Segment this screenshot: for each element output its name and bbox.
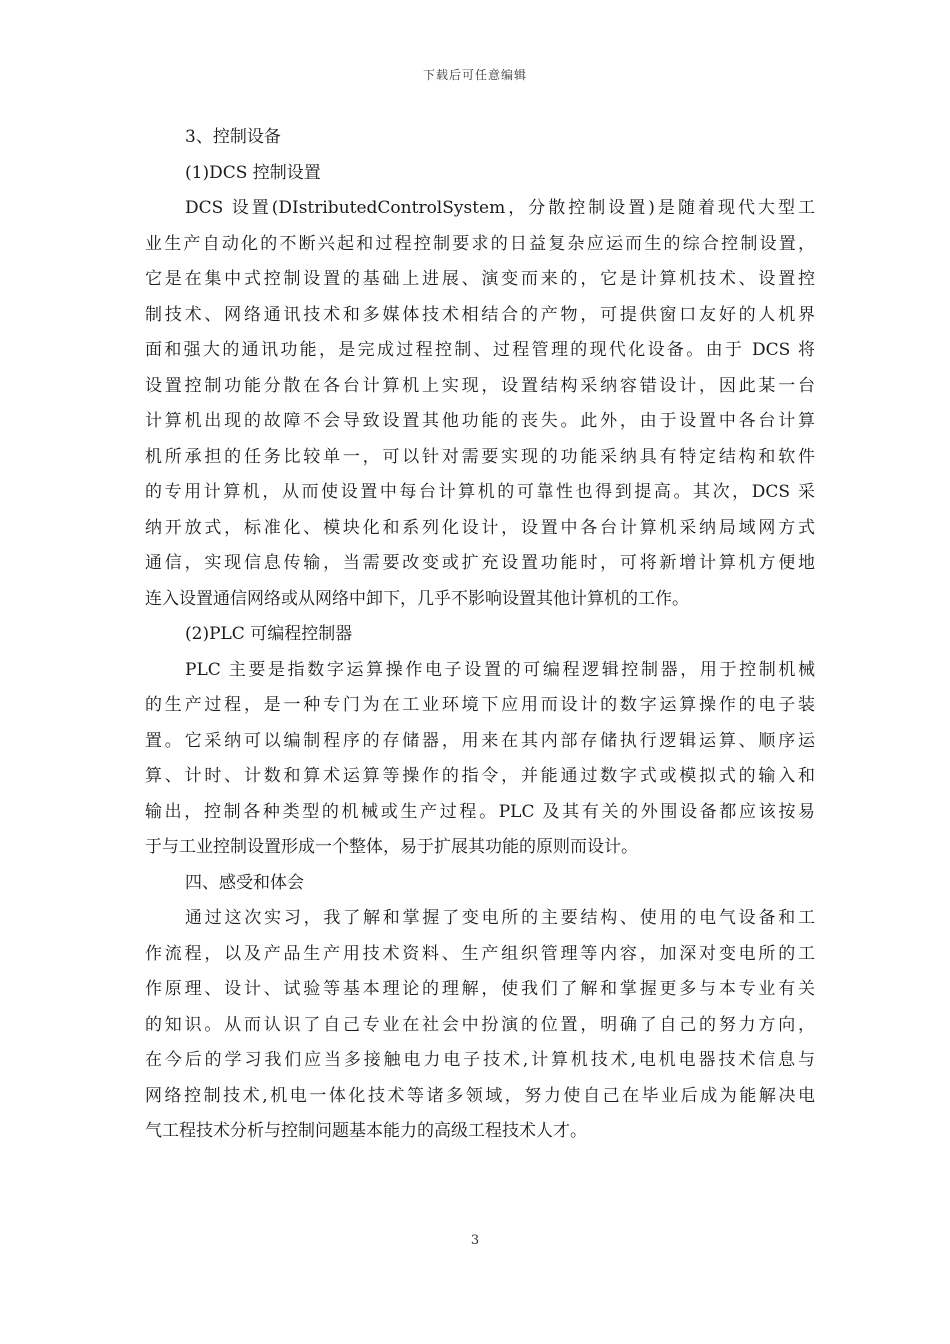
paragraph-line: 通信，实现信息传输，当需要改变或扩充设置功能时，可将新增计算机方便地 [145, 553, 815, 573]
subsection-heading-dcs: (1)DCS 控制设置 [185, 162, 321, 183]
paragraph-line: 的知识。从而认识了自己专业在社会中扮演的位置，明确了自己的努力方向， [145, 1014, 815, 1035]
paragraph-line: 输出，控制各种类型的机械或生产过程。PLC 及其有关的外围设备都应该按易 [145, 801, 815, 822]
paragraph-line: 连入设置通信网络或从网络中卸下，几乎不影响设置其他计算机的工作。 [145, 588, 689, 609]
paragraph-line: 面和强大的通讯功能，是完成过程控制、过程管理的现代化设备。由于 DCS 将 [145, 340, 815, 360]
paragraph-line: 纳开放式，标准化、模块化和系列化设计，设置中各台计算机采纳局域网方式 [145, 517, 815, 538]
paragraph-line: PLC 主要是指数字运算操作电子设置的可编程逻辑控制器，用于控制机械 [185, 659, 815, 680]
page-number: 3 [470, 1233, 480, 1248]
section-heading-control-equipment: 3、控制设备 [185, 127, 281, 147]
paragraph-line: 它是在集中式控制设置的基础上进展、演变而来的，它是计算机技术、设置控 [145, 269, 815, 289]
page-header: 下载后可任意编辑 [422, 68, 527, 82]
paragraph-line: 的专用计算机，从而使设置中每台计算机的可靠性也得到提高。其次，DCS 采 [145, 482, 815, 502]
paragraph-line: 业生产自动化的不断兴起和过程控制要求的日益复杂应运而生的综合控制设置， [145, 233, 815, 254]
paragraph-line: 网络控制技术,机电一体化技术等诸多领域，努力使自己在毕业后成为能解决电 [145, 1085, 815, 1106]
section-heading-reflections: 四、感受和体会 [185, 872, 304, 893]
paragraph-line: 于与工业控制设置形成一个整体，易于扩展其功能的原则而设计。 [145, 837, 638, 857]
paragraph-line: 计算机出现的故障不会导致设置其他功能的丧失。此外，由于设置中各台计算 [145, 411, 815, 431]
paragraph-line: 算、计时、计数和算术运算等操作的指令，并能通过数字式或模拟式的输入和 [145, 766, 815, 786]
paragraph-line: 置。它采纳可以编制程序的存储器，用来在其内部存储执行逻辑运算、顺序运 [145, 730, 815, 751]
paragraph-line: 通过这次实习，我了解和掌握了变电所的主要结构、使用的电气设备和工 [185, 908, 815, 928]
paragraph-line: 设置控制功能分散在各台计算机上实现，设置结构采纳容错设计，因此某一台 [145, 375, 815, 396]
paragraph-line: 机所承担的任务比较单一，可以针对需要实现的功能采纳具有特定结构和软件 [145, 446, 815, 467]
paragraph-line: 作流程，以及产品生产用技术资料、生产组织管理等内容，加深对变电所的工 [145, 943, 815, 964]
paragraph-line: 作原理、设计、试验等基本理论的理解，使我们了解和掌握更多与本专业有关 [145, 979, 815, 999]
paragraph-line: 气工程技术分析与控制问题基本能力的高级工程技术人才。 [145, 1121, 587, 1141]
document-body [145, 120, 815, 1150]
paragraph-line: 的生产过程，是一种专门为在工业环境下应用而设计的数字运算操作的电子装 [145, 695, 815, 715]
paragraph-line: DCS 设置(DIstributedControlSystem，分散控制设置)是随着现代大型工 [185, 198, 815, 218]
paragraph-line: 制技术、网络通讯技术和多媒体技术相结合的产物，可提供窗口友好的人机界 [145, 304, 815, 325]
paragraph-line: 在今后的学习我们应当多接触电力电子技术,计算机技术,电机电器技术信息与 [145, 1050, 815, 1070]
subsection-heading-plc: (2)PLC 可编程控制器 [185, 624, 353, 644]
